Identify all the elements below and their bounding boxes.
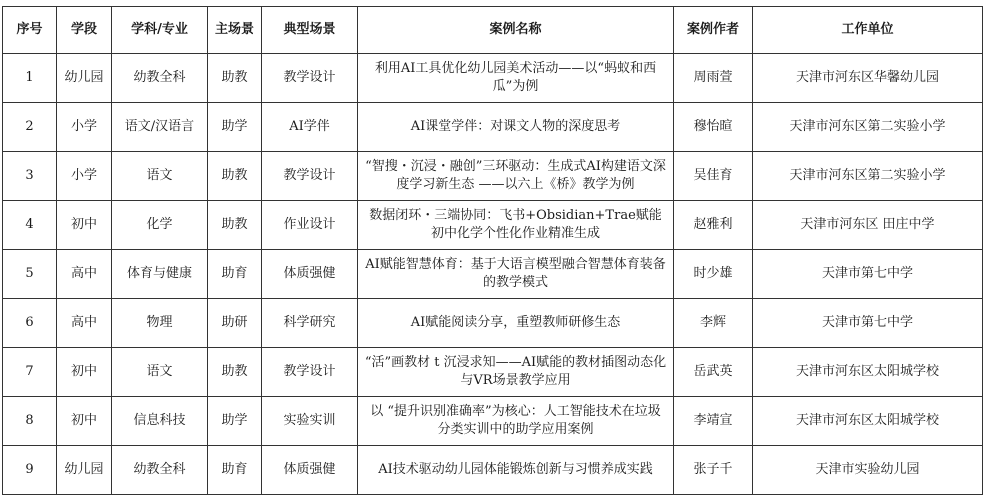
cell-stage: 高中: [57, 250, 112, 299]
cell-typical: 实验实训: [262, 397, 358, 446]
cell-unit: 天津市河东区华馨幼儿园: [753, 54, 983, 103]
cell-typical: 教学设计: [262, 152, 358, 201]
cell-scene: 助学: [208, 103, 262, 152]
cell-stage: 幼儿园: [57, 54, 112, 103]
cell-typical: 教学设计: [262, 348, 358, 397]
cell-author: 张子千: [674, 446, 753, 495]
cell-stage: 幼儿园: [57, 446, 112, 495]
cell-subject: 语文: [112, 348, 208, 397]
table-row: [3, 397, 983, 446]
cell-author: 李辉: [674, 299, 753, 348]
cell-author: 穆怡暄: [674, 103, 753, 152]
table-header: [3, 7, 983, 54]
cell-typical: 体质强健: [262, 446, 358, 495]
cell-subject: 物理: [112, 299, 208, 348]
cell-case-name: 利用AI工具优化幼儿园美术活动——以“蚂蚁和西瓜”为例: [358, 54, 674, 103]
table-row: [3, 348, 983, 397]
table-row: [3, 103, 983, 152]
cell-scene: 助教: [208, 348, 262, 397]
cell-author: 吴佳育: [674, 152, 753, 201]
cell-typical: AI学伴: [262, 103, 358, 152]
cell-case-name: 数据闭环・三端协同：飞书+Obsidian+Trae赋能初中化学个性化作业精准生成: [358, 201, 674, 250]
cell-author: 周雨萱: [674, 54, 753, 103]
cell-author: 时少雄: [674, 250, 753, 299]
case-table: [2, 6, 983, 495]
cell-unit: 天津市河东区第二实验小学: [753, 152, 983, 201]
header-unit: 工作单位: [753, 7, 983, 54]
header-row: [3, 7, 983, 54]
cell-author: 李靖宣: [674, 397, 753, 446]
cell-scene: 助教: [208, 152, 262, 201]
table-body: [3, 54, 983, 495]
cell-case-name: “活”画教材 t 沉浸求知——AI赋能的教材插图动态化与VR场景教学应用: [358, 348, 674, 397]
table-row: [3, 201, 983, 250]
cell-no: 5: [3, 250, 57, 299]
header-typical: 典型场景: [262, 7, 358, 54]
cell-subject: 幼教全科: [112, 54, 208, 103]
cell-subject: 语文/汉语言: [112, 103, 208, 152]
cell-scene: 助教: [208, 201, 262, 250]
cell-unit: 天津市实验幼儿园: [753, 446, 983, 495]
cell-subject: 语文: [112, 152, 208, 201]
cell-stage: 高中: [57, 299, 112, 348]
cell-stage: 初中: [57, 397, 112, 446]
header-stage: 学段: [57, 7, 112, 54]
table-row: [3, 152, 983, 201]
cell-no: 8: [3, 397, 57, 446]
cell-subject: 幼教全科: [112, 446, 208, 495]
cell-typical: 科学研究: [262, 299, 358, 348]
cell-case-name: AI课堂学伴：对课文人物的深度思考: [358, 103, 674, 152]
cell-no: 9: [3, 446, 57, 495]
cell-unit: 天津市河东区太阳城学校: [753, 348, 983, 397]
cell-stage: 初中: [57, 348, 112, 397]
cell-case-name: AI赋能智慧体育：基于大语言模型融合智慧体育装备的教学模式: [358, 250, 674, 299]
cell-no: 2: [3, 103, 57, 152]
cell-unit: 天津市第七中学: [753, 299, 983, 348]
cell-no: 3: [3, 152, 57, 201]
cell-scene: 助育: [208, 250, 262, 299]
cell-unit: 天津市第七中学: [753, 250, 983, 299]
header-author: 案例作者: [674, 7, 753, 54]
cell-unit: 天津市河东区太阳城学校: [753, 397, 983, 446]
cell-scene: 助育: [208, 446, 262, 495]
cell-scene: 助研: [208, 299, 262, 348]
cell-no: 4: [3, 201, 57, 250]
cell-typical: 教学设计: [262, 54, 358, 103]
cell-no: 6: [3, 299, 57, 348]
cell-stage: 小学: [57, 103, 112, 152]
cell-no: 1: [3, 54, 57, 103]
cell-scene: 助教: [208, 54, 262, 103]
cell-unit: 天津市河东区第二实验小学: [753, 103, 983, 152]
cell-typical: 体质强健: [262, 250, 358, 299]
cell-stage: 小学: [57, 152, 112, 201]
table-row: [3, 299, 983, 348]
cell-subject: 体育与健康: [112, 250, 208, 299]
cell-case-name: AI技术驱动幼儿园体能锻炼创新与习惯养成实践: [358, 446, 674, 495]
cell-author: 赵雅利: [674, 201, 753, 250]
cell-no: 7: [3, 348, 57, 397]
cell-case-name: “智搜・沉浸・融创”三环驱动：生成式AI构建语文深度学习新生态 ——以六上《桥》教学为例: [358, 152, 674, 201]
cell-stage: 初中: [57, 201, 112, 250]
cell-case-name: AI赋能阅读分享，重塑教师研修生态: [358, 299, 674, 348]
header-name: 案例名称: [358, 7, 674, 54]
header-scene: 主场景: [208, 7, 262, 54]
table-row: [3, 54, 983, 103]
header-no: 序号: [3, 7, 57, 54]
cell-author: 岳武英: [674, 348, 753, 397]
cell-unit: 天津市河东区 田庄中学: [753, 201, 983, 250]
table-row: [3, 250, 983, 299]
table-row: [3, 446, 983, 495]
cell-scene: 助学: [208, 397, 262, 446]
cell-subject: 化学: [112, 201, 208, 250]
cell-subject: 信息科技: [112, 397, 208, 446]
cell-case-name: 以 “提升识别准确率”为核心：人工智能技术在垃圾分类实训中的助学应用案例: [358, 397, 674, 446]
header-subject: 学科/专业: [112, 7, 208, 54]
cell-typical: 作业设计: [262, 201, 358, 250]
